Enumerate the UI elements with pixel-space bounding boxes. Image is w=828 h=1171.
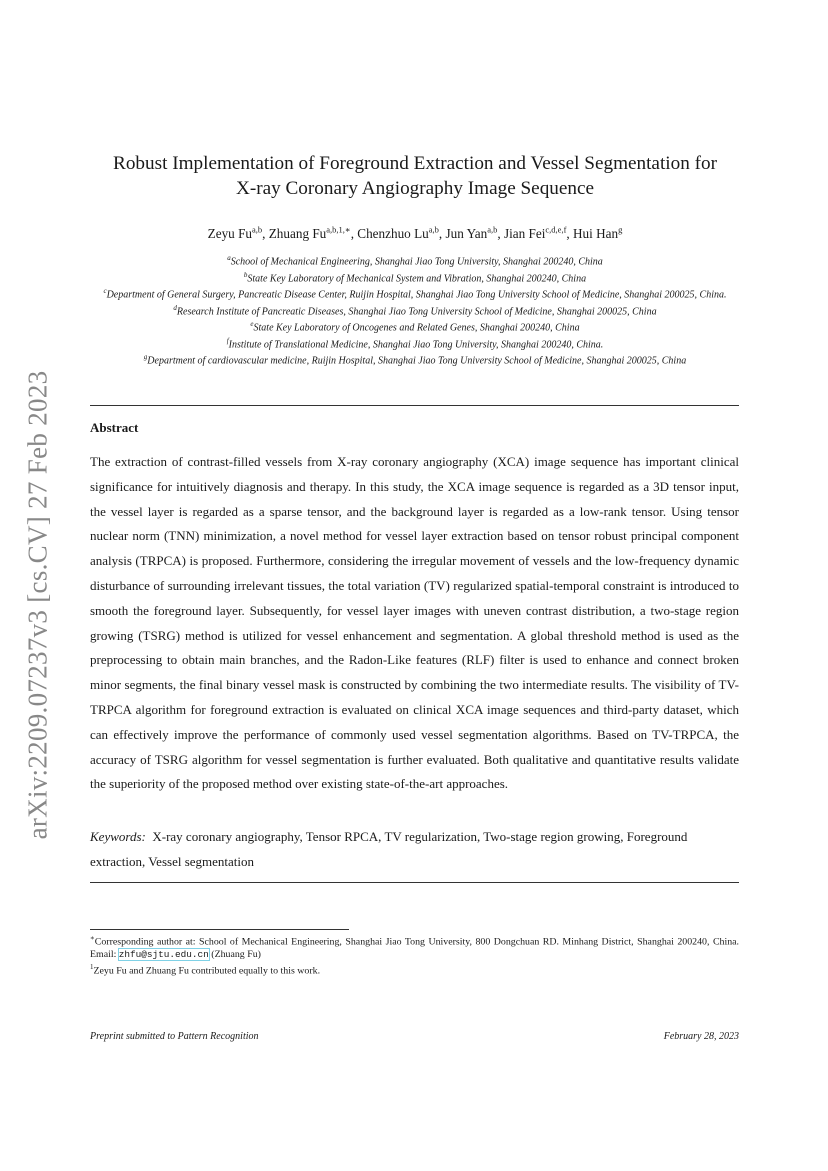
abstract-bottom-rule [90, 882, 739, 883]
author-3: Chenzhuo Lu$^{a,b}$, [357, 225, 446, 242]
affiliation-d: $^d$Research Institute of Pancreatic Diseases, Shanghai Jiao Tong University School of Medicine, Shanghai 200025, China [173, 303, 657, 317]
footnote-corresponding-author: ∗Corresponding author at: School of Mechanical Engineering, Shanghai Jiao Tong University, 800 Dongchuan RD. Minhang District, Shanghai 200240, China. Email: zhfu@sjtu.edu.cn (Zhuang Fu) [90, 934, 739, 961]
keywords-text: X-ray coronary angiography, Tensor RPCA, TV regularization, Two-stage region growing, Foreground extraction, Vessel segmentation [90, 829, 688, 869]
author-6: Hui Han$^g$ [573, 225, 623, 242]
author-5-affiliation-marks: c,d,e,f [545, 225, 567, 235]
paper-title [90, 151, 740, 201]
footnote-rule [90, 929, 349, 930]
keywords-label: Keywords: [90, 829, 146, 844]
affiliation-c: $^c$Department of General Surgery, Pancreatic Disease Center, Ruijin Hospital, Shanghai Jiao Tong University School of Medicine, Shanghai 200025, China. [103, 287, 727, 301]
footer-date: February 28, 2023 [663, 1031, 739, 1042]
author-list [90, 221, 740, 243]
email-link[interactable]: zhfu@sjtu.edu.cn [118, 949, 209, 961]
affiliation-f: $^f$Institute of Translational Medicine, Shanghai Jiao Tong University, Shanghai 200240, China. [226, 336, 604, 350]
author-5: Jian Fei$^{c,d,e,f}$, [504, 225, 574, 242]
affiliation-list [95, 252, 735, 368]
author-4: Jun Yan$^{a,b}$, [445, 225, 504, 242]
abstract-heading: Abstract [90, 420, 139, 435]
affiliation-a: $^a$School of Mechanical Engineering, Shanghai Jiao Tong University, Shanghai 200240, China [227, 254, 603, 268]
keywords [90, 825, 739, 875]
author-2-affiliation-marks: a,b,1,∗ [326, 225, 351, 235]
footnotes [90, 932, 739, 978]
author-6-affiliation-marks: g [618, 225, 623, 235]
author-4-affiliation-marks: a,b [487, 225, 498, 235]
affiliation-b: $^b$State Key Laboratory of Mechanical System and Vibration, Shanghai 200240, China [243, 270, 587, 284]
author-1: Zeyu Fu$^{a,b}$, [207, 225, 269, 242]
abstract-top-rule [90, 405, 739, 406]
affiliation-e: $^e$State Key Laboratory of Oncogenes and Related Genes, Shanghai 200240, China [250, 320, 580, 334]
affiliation-g: $^g$Department of cardiovascular medicine, Ruijin Hospital, Shanghai Jiao Tong University School of Medicine, Shanghai 200025, China [143, 353, 687, 367]
author-1-affiliation-marks: a,b [252, 225, 263, 235]
paper-title-line-2: X-ray Coronary Angiography Image Sequence [235, 178, 595, 199]
author-2: Zhuang $Fu^{a,b,1,∗}$, [268, 225, 358, 242]
arxiv-identifier-stamp: arXiv:2209.07237v3 [cs.CV] 27 Feb 2023 [22, 370, 53, 840]
paper-title-line-1: Robust Implementation of Foreground Extraction and Vessel Segmentation for [113, 153, 717, 174]
abstract-body: The extraction of contrast-filled vessels from X-ray coronary angiography (XCA) image sequence has important clinical significance for intuitively diagnosis and therapy. In this study, the XCA image sequence is regarded as a 3D tensor input, the vessel layer is regarded as a sparse tensor, and the background layer is regarded as a low-rank tensor. Using tensor nuclear norm (TNN) minimization, a novel method for vessel layer extraction based on tensor robust principal component analysis (TRPCA) is proposed. Furthermore, considering the irregular movement of vessels and the low-frequency dynamic disturbance of surrounding irrelevant tissues, the total variation (TV) regularized spatial-temporal constraint is introduced to smooth the foreground layer. Subsequently, for vessel layer images with uneven contrast distribution, a two-stage region growing (TSRG) method is utilized for vessel enhancement and segmentation. A global threshold method is used as the preprocessing to obtain main branches, and the Radon-Like features (RLF) filter is used to enhance and connect broken minor segments, the final binary vessel mask is constructed by combining the two intermediate results. The visibility of TV-TRPCA algorithm for foreground extraction is evaluated on clinical XCA image sequences and third-party dataset, which can effectively improve the performance of commonly used vessel segmentation algorithms. Based on TV-TRPCA, the accuracy of TSRG algorithm for vessel segmentation is further evaluated. Both qualitative and quantitative results validate the superiority of the proposed method over existing state-of-the-art approaches. [90, 454, 739, 792]
footnote-equal-contribution: $^1$Zeyu Fu and Zhuang Fu contributed equally to this work. [90, 963, 321, 977]
footer-preprint-note: Preprint submitted to Pattern Recognition [90, 1031, 259, 1042]
author-3-affiliation-marks: a,b [428, 225, 439, 235]
